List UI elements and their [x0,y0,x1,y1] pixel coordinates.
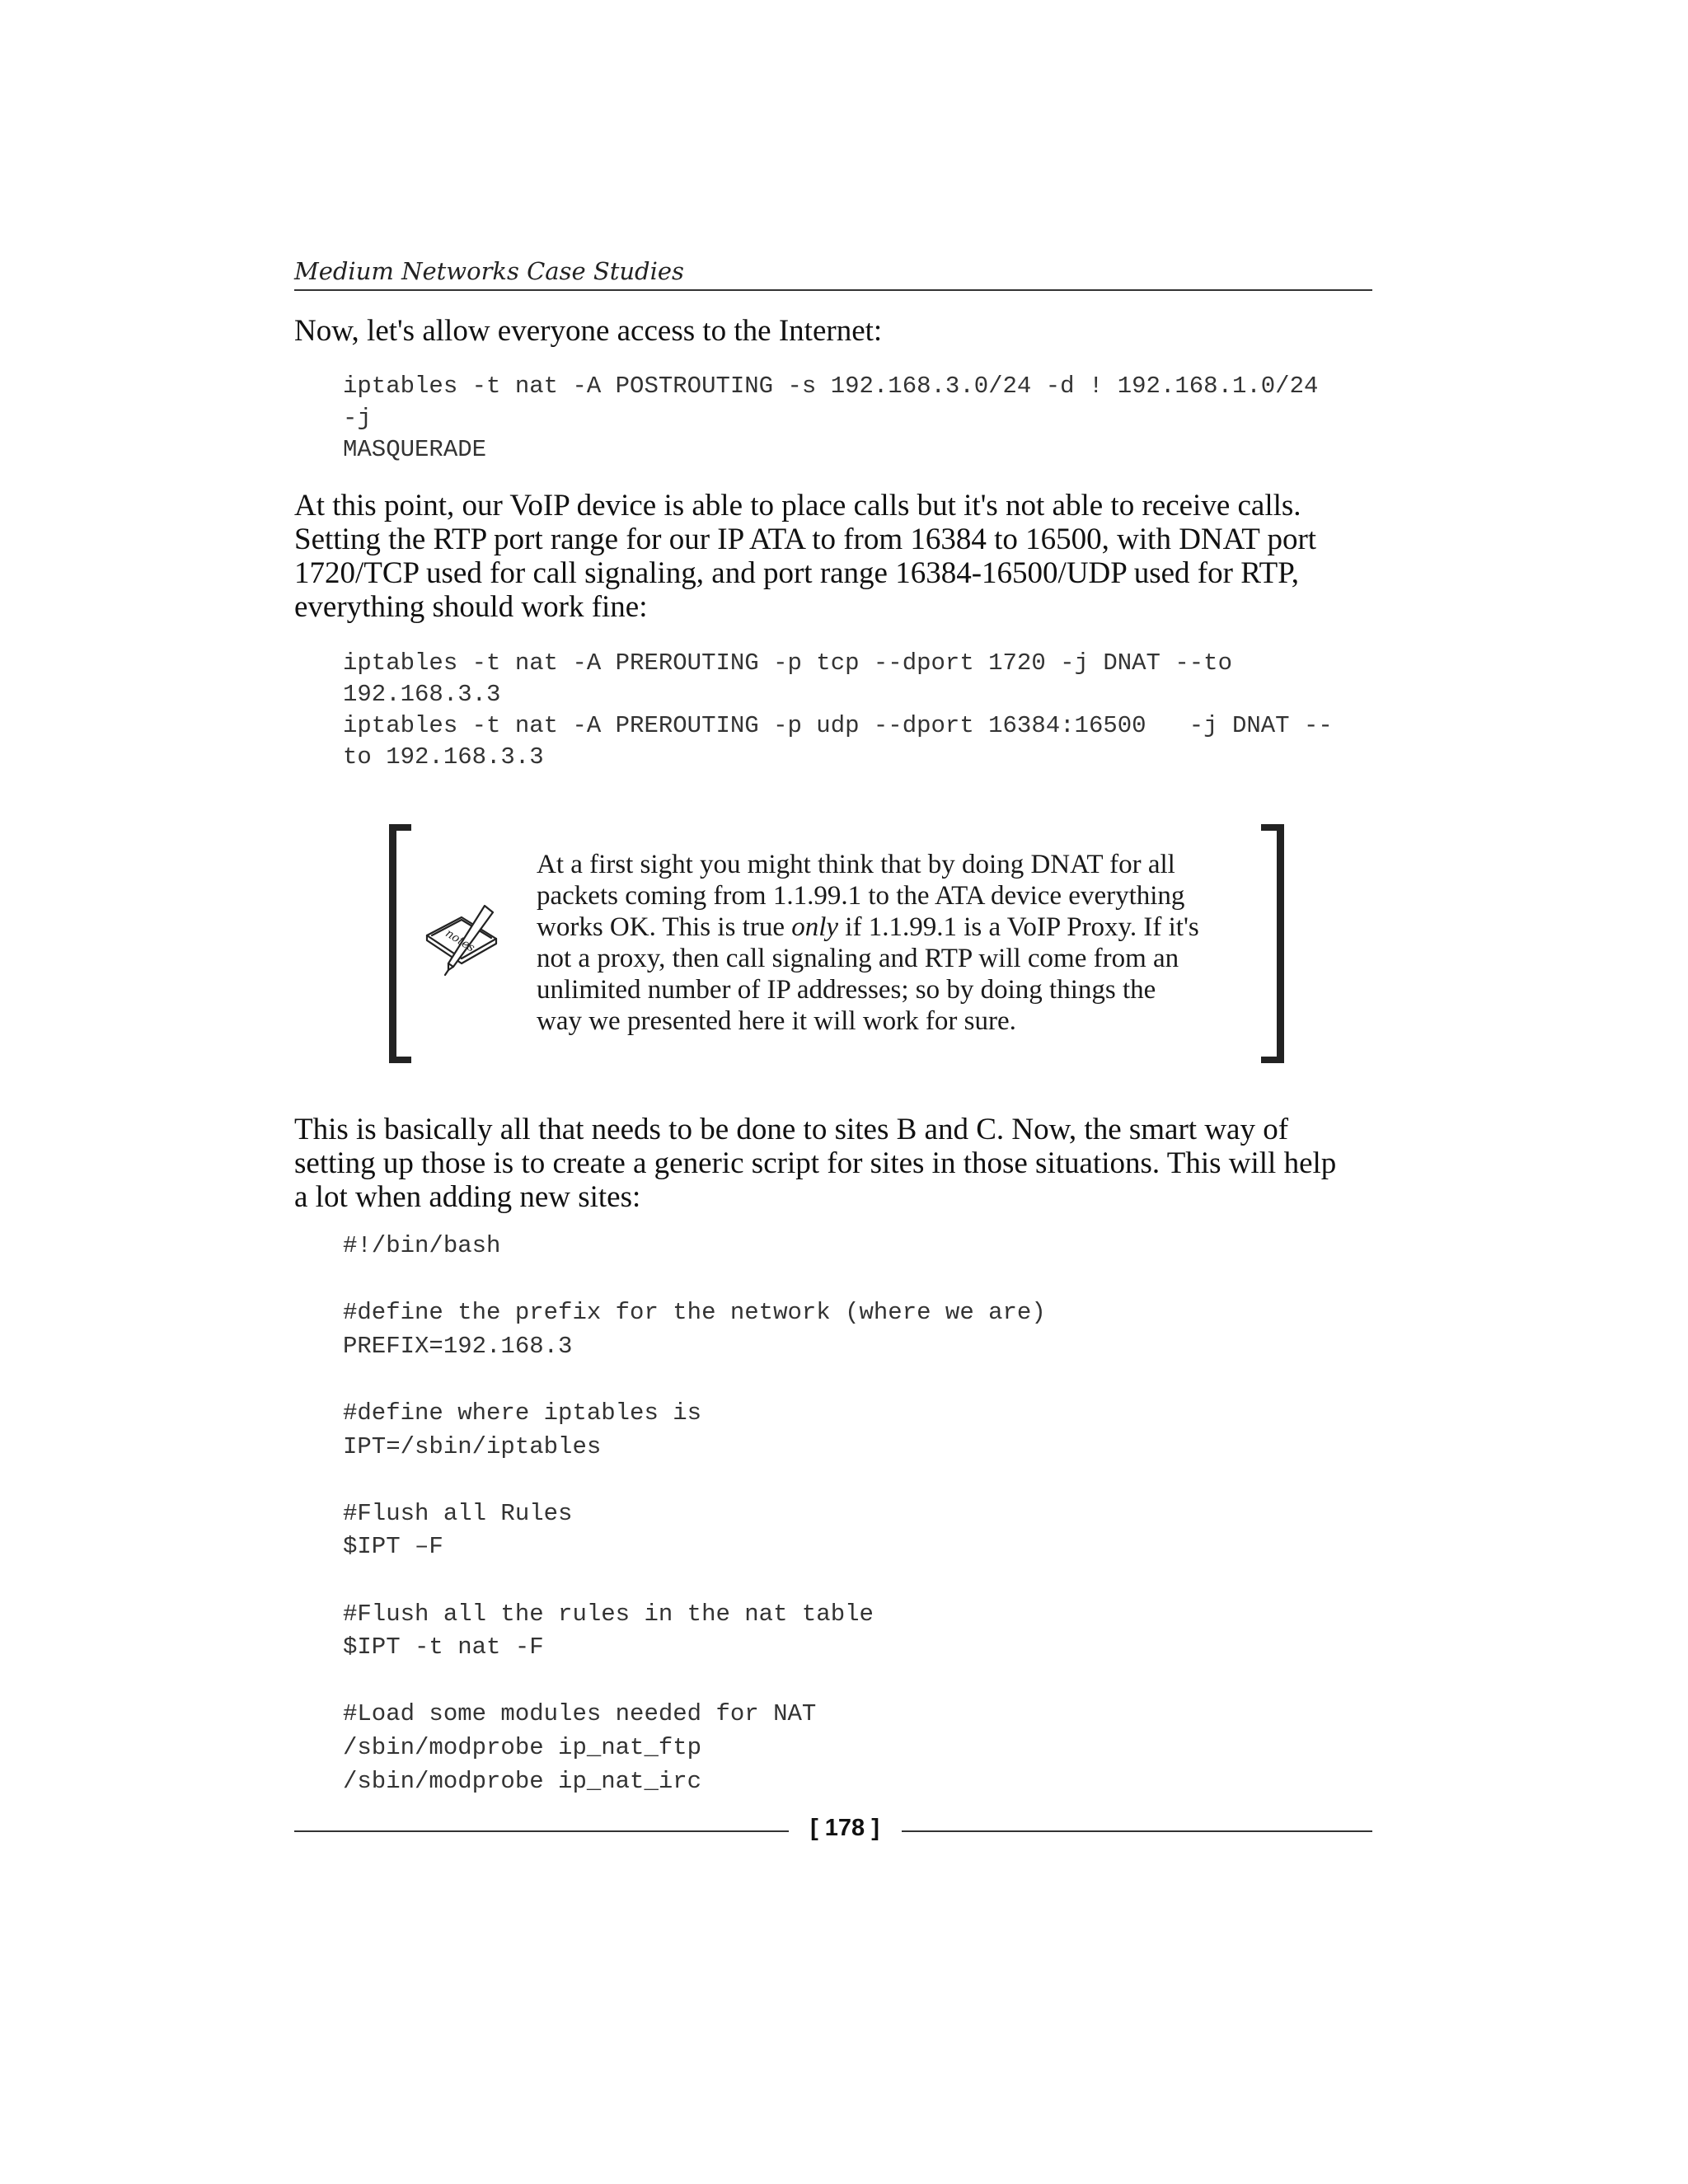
code-block-postrouting: iptables -t nat -A POSTROUTING -s 192.168.3.0/24 -d ! 192.168.1.0/24 -j MASQUERADE [343,373,1319,463]
header-rule [294,289,1372,291]
footer-line-left [294,1830,789,1832]
paragraph-sites-b-c: This is basically all that needs to be done to sites B and C. Now, the smart way of setting up those is to create a generic script for sites in those situations. This will help a lot when adding new sites: [294,1113,1337,1214]
note-text-after: if 1.1.99.1 is a VoIP Proxy. If it's not a proxy, then call signaling and RTP will come from an unlimited number of IP addresses; so by doing things the way we presented here it will work for sure. [537,912,1199,1036]
running-header: Medium Networks Case Studies [294,257,684,285]
notes-icon [420,902,503,981]
code-block-script: #!/bin/bash #define the prefix for the network (where we are) PREFIX=192.168.3 #define where iptables is IPT=/sbin/iptables #Flush all Rules $IPT –F #Flush all the rules in the nat table $IPT -t nat -F #Load some modules needed for NAT /sbin/modprobe ip_nat_ftp /sbin/modprobe ip_nat_irc [343,1232,1046,1795]
paragraph-voip-calls: At this point, our VoIP device is able to place calls but it's not able to receive calls. Setting the RTP port range for our IP ATA to from 16384 to 16500, with DNAT port 1720/TCP used for call signaling, and port range 16384-16500/UDP used for RTP, everything should work fine: [294,489,1317,624]
footer-line-right [902,1830,1372,1832]
code-block-prerouting: iptables -t nat -A PREROUTING -p tcp --dport 1720 -j DNAT --to 192.168.3.3 iptables -t nat -A PREROUTING -p udp --dport 16384:16500 -j DNAT -- to 192.168.3.3 [343,649,1333,771]
left-bracket [389,824,414,1063]
right-bracket [1261,824,1286,1063]
notes-icon-label: notes [443,926,477,955]
note-text-emphasis: only [791,912,839,942]
page-number: [ 178 ] [810,1815,879,1841]
paragraph-internet-access: Now, let's allow everyone access to the Internet: [294,314,883,348]
note-text-before: At a first sight you might think that by doing DNAT for all packets coming from 1.1.99.1 to the ATA device everything works OK. This is true [537,850,1185,942]
note-text [537,849,1237,1037]
